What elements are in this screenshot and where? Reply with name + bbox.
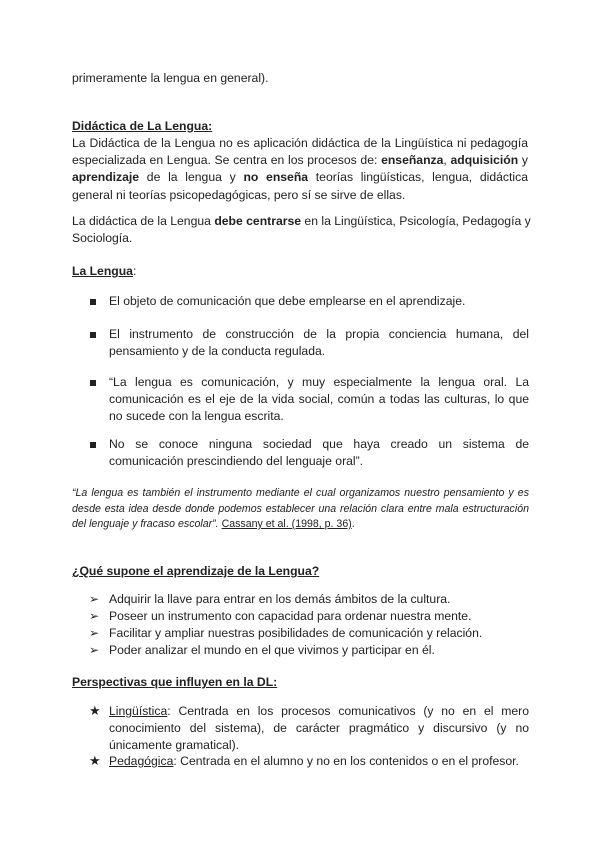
perspectiva-item — [109, 703, 529, 755]
didactica-heading: Didáctica de La Lengua: — [72, 119, 213, 133]
intro-text: primeramente la lengua en general). — [72, 71, 269, 85]
square-bullet-icon — [90, 380, 96, 386]
text-segment: de la lengua y — [139, 170, 244, 185]
bold-term: no enseña — [243, 170, 309, 185]
aprendizaje-item: Poder analizar el mundo en el que vivimos y participar en él. — [109, 643, 435, 657]
lengua-item: El objeto de comunicación que debe emplearse en el aprendizaje. — [109, 294, 466, 308]
perspectiva-term: Lingüística — [109, 704, 168, 718]
text-segment: y — [518, 153, 528, 168]
arrow-bullet-icon: ➢ — [89, 609, 100, 623]
lengua-heading-text: La Lengua — [72, 264, 133, 278]
text-segment: La didáctica de la Lengua — [72, 214, 215, 228]
aprendizaje-item: Adquirir la llave para entrar en los demás ámbitos de la cultura. — [109, 592, 451, 606]
perspectiva-text: : Centrada en el alumno y no en los contenidos o en el profesor. — [173, 754, 519, 768]
bold-term: adquisición — [450, 153, 519, 168]
perspectiva-item — [109, 753, 529, 770]
didactica-paragraph-1 — [72, 135, 528, 204]
arrow-bullet-icon: ➢ — [89, 626, 100, 640]
bold-term: aprendizaje — [72, 170, 140, 185]
citation-link: Cassany et al. (1998, p. 36) — [221, 518, 352, 530]
square-bullet-icon — [90, 299, 96, 305]
lengua-heading-colon: : — [132, 264, 137, 278]
arrow-bullet-icon: ➢ — [89, 592, 100, 606]
text-segment: en la Lingüística, Psicología, Pedagogía y Sociología. — [72, 214, 531, 246]
quote-text: “La lengua es también el instrumento mediante el cual organizamos nuestro pensamiento y es desde esta idea desde donde podemos establecer una relación clara entre mala estructuración del lenguaje y fracaso escolar”. — [72, 487, 529, 530]
lengua-item: El instrumento de construcción de la propia conciencia humana, del pensamiento y de la conducta regulada. — [109, 327, 529, 359]
lengua-item: No se conoce ninguna sociedad que haya creado un sistema de comunicación prescindiendo del lenguaje oral”. — [109, 437, 529, 469]
bold-term: debe centrarse — [214, 214, 302, 228]
square-bullet-icon — [90, 332, 96, 338]
perspectiva-term: Pedagógica — [109, 754, 174, 768]
lengua-quote — [72, 486, 529, 533]
square-bullet-icon — [90, 442, 96, 448]
didactica-paragraph-2 — [72, 213, 532, 247]
aprendizaje-item: Facilitar y ampliar nuestras posibilidades de comunicación y relación. — [109, 626, 483, 640]
star-bullet-icon: ★ — [89, 753, 101, 768]
perspectivas-heading: Perspectivas que influyen en la DL: — [72, 675, 278, 689]
lengua-item: “La lengua es comunicación, y muy especialmente la lengua oral. La comunicación es el eje de la vida social, común a todas las culturas, lo que no sucede con la lengua escrita. — [109, 375, 529, 424]
bold-term: enseñanza — [381, 153, 444, 168]
arrow-bullet-icon: ➢ — [89, 643, 100, 657]
citation-end: . — [351, 518, 355, 530]
text-segment: teorías lingüísticas, lengua, didáctica general ni teorías psicopedagógicas, pero sí se sirve de ellas. — [72, 170, 528, 202]
text-segment: La Didáctica de la Lengua no es aplicación didáctica de la Lingüística ni pedagogía especializada en Lengua. Se centra en los procesos de: — [72, 136, 528, 168]
lengua-heading — [72, 263, 136, 280]
text-segment: , — [443, 153, 451, 168]
perspectiva-text: : Centrada en los procesos comunicativos (y no en el mero conocimiento del sistema), de carácter pragmático y discursivo (y no únicamente gramatical). — [109, 704, 529, 753]
star-bullet-icon: ★ — [89, 703, 101, 718]
aprendizaje-heading: ¿Qué supone el aprendizaje de la Lengua? — [72, 564, 320, 578]
aprendizaje-item: Poseer un instrumento con capacidad para ordenar nuestra mente. — [109, 609, 472, 623]
